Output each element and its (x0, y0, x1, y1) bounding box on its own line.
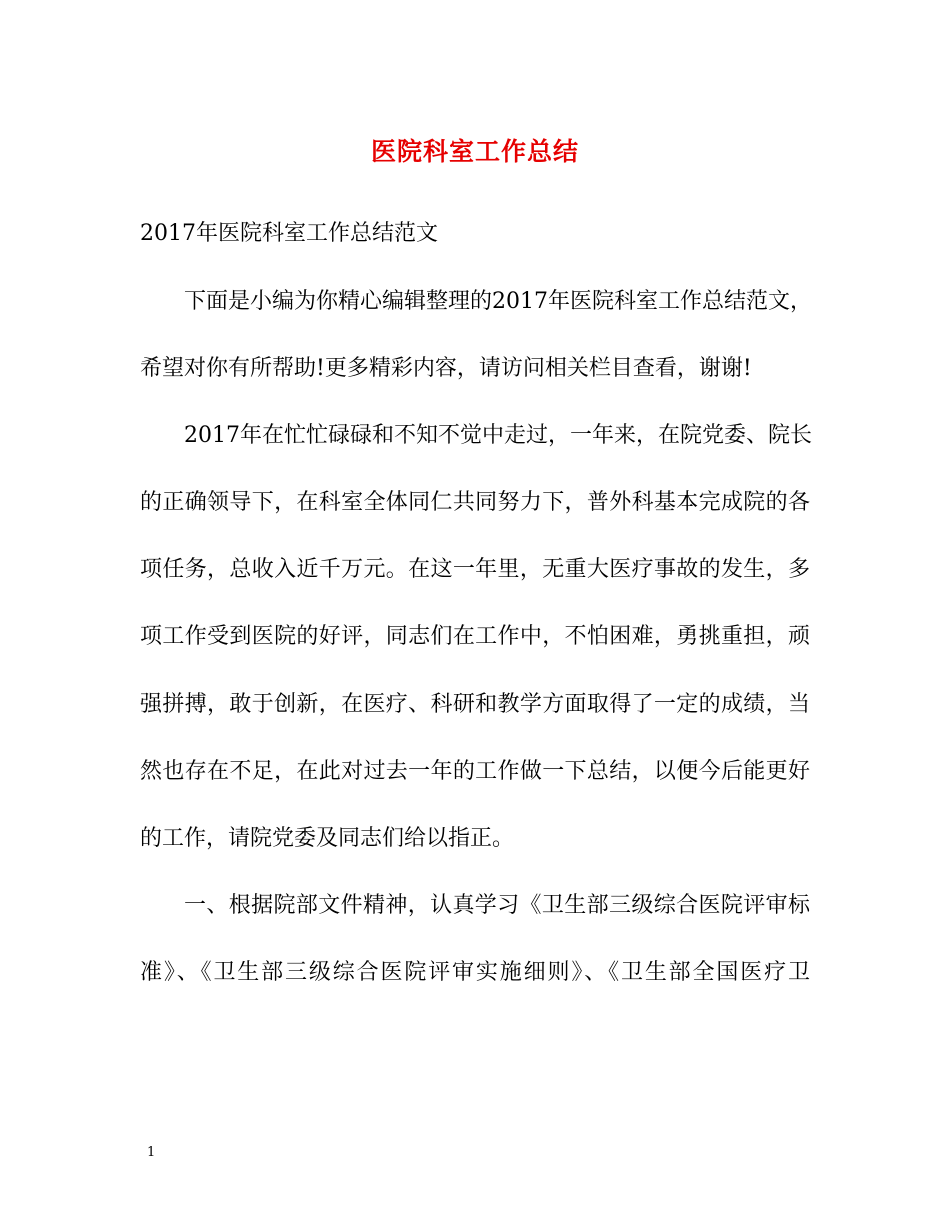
paragraph-line: 项任务，总收入近千万元。在这一年里，无重大医疗事故的发生，多 (140, 557, 810, 582)
paragraph-line: 项工作受到医院的好评，同志们在工作中，不怕困难，勇挑重担，顽 (140, 624, 810, 649)
document-subtitle: 2017年医院科室工作总结范文 (140, 221, 438, 246)
paragraph-line: 一、根据院部文件精神，认真学习《卫生部三级综合医院评审标 (184, 893, 810, 918)
paragraph-line: 的工作，请院党委及同志们给以指正。 (140, 826, 515, 851)
paragraph-line: 的正确领导下，在科室全体同仁共同努力下，普外科基本完成院的各 (140, 490, 810, 515)
paragraph-line: 然也存在不足，在此对过去一年的工作做一下总结，以便今后能更好 (140, 759, 810, 784)
paragraph-line: 2017年在忙忙碌碌和不知不觉中走过，一年来，在院党委、院长 (184, 423, 812, 448)
paragraph-line: 准》、《卫生部三级综合医院评审实施细则》、《卫生部全国医疗卫 (140, 960, 810, 985)
document-title: 医院科室工作总结 (370, 137, 579, 166)
paragraph-line: 强拼搏，敢于创新，在医疗、科研和教学方面取得了一定的成绩，当 (140, 692, 810, 717)
page-number: 1 (147, 1145, 156, 1160)
paragraph-line: 希望对你有所帮助!更多精彩内容，请访问相关栏目查看，谢谢! (140, 356, 752, 381)
paragraph-line: 下面是小编为你精心编辑整理的2017年医院科室工作总结范文， (184, 289, 812, 314)
